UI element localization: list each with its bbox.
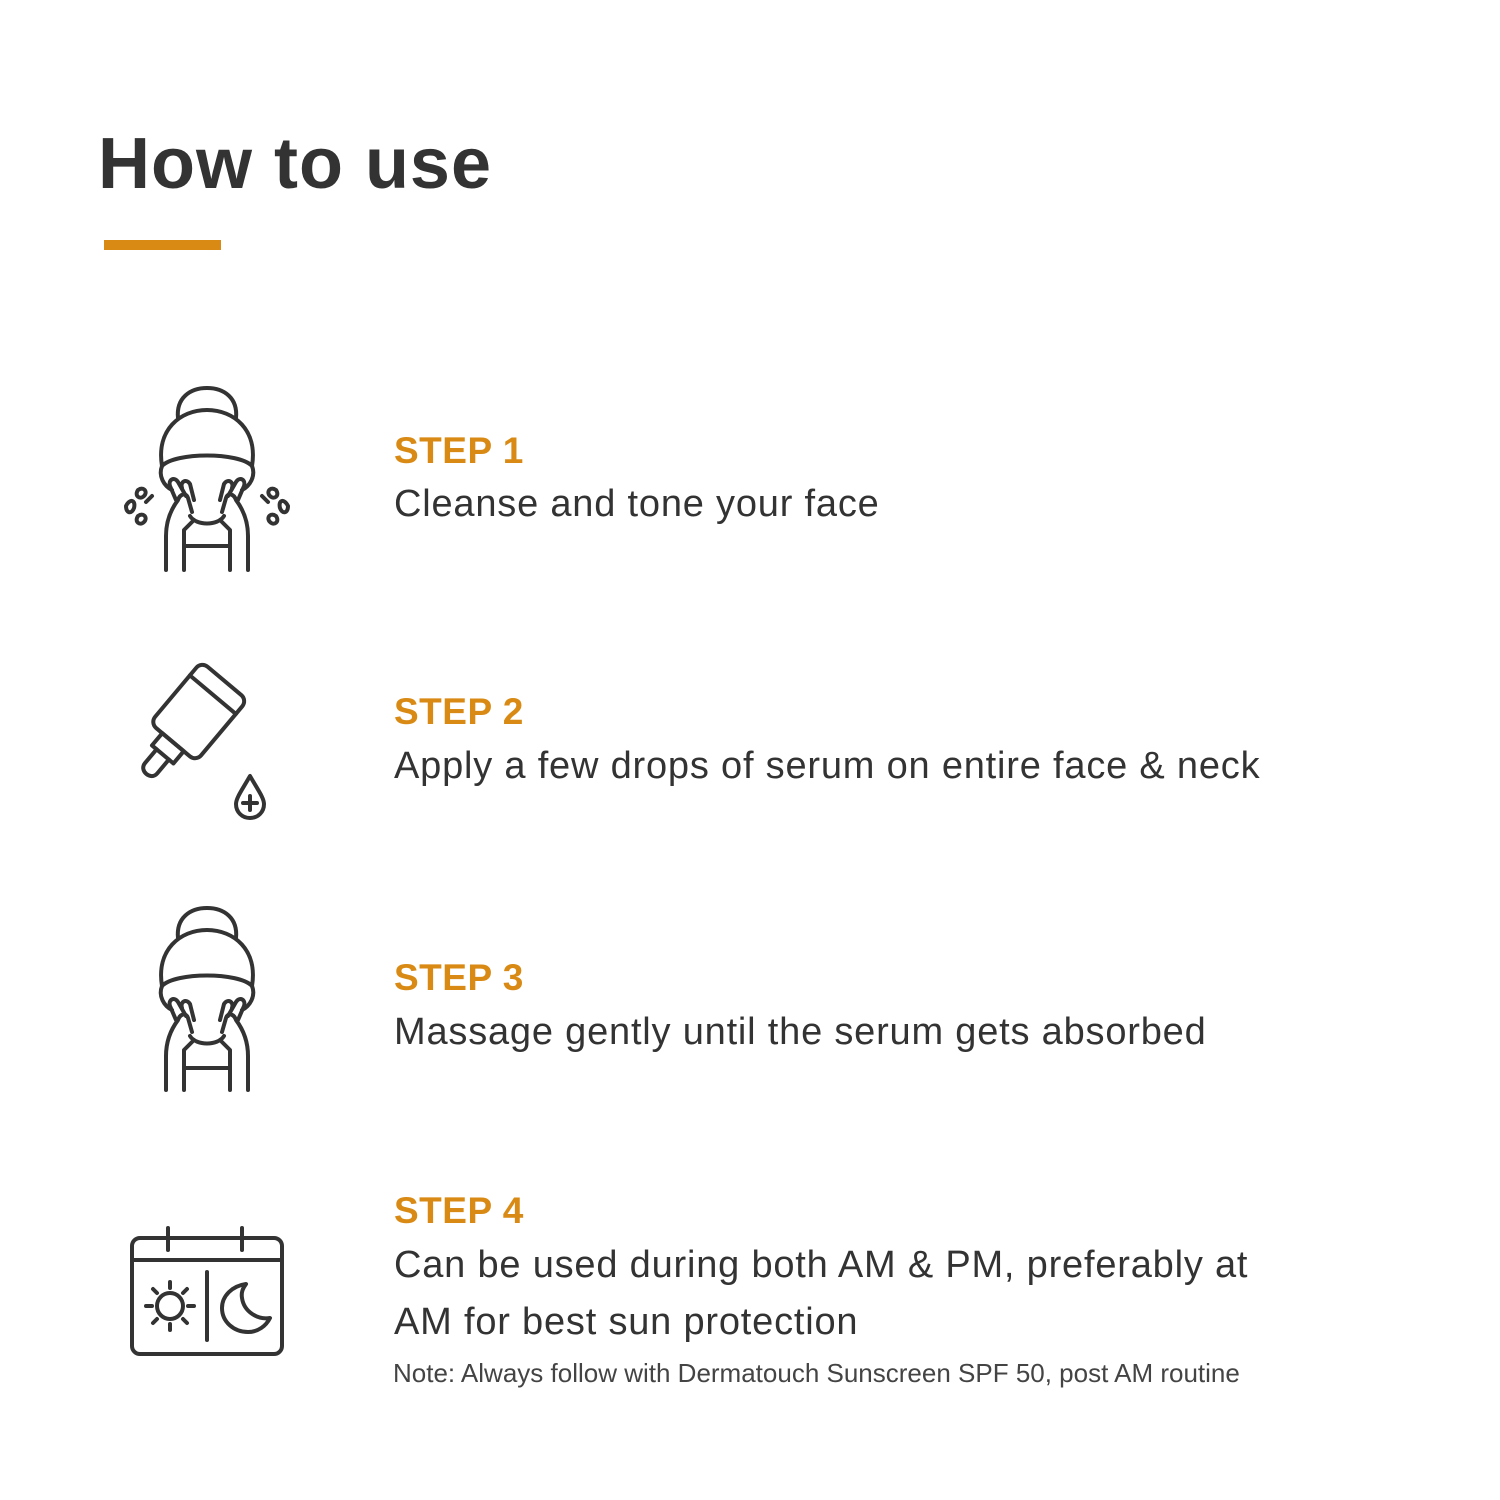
- serum-dropper-icon: [140, 656, 280, 828]
- face-massage-icon: [150, 902, 270, 1098]
- step-3-label: STEP 3: [394, 957, 524, 998]
- step-3-text: Massage gently until the serum gets absorbed: [394, 1011, 1207, 1053]
- step-2-text: Apply a few drops of serum on entire face & neck: [394, 745, 1261, 787]
- step-2-label: STEP 2: [394, 691, 524, 732]
- page-title: How to use: [98, 124, 493, 204]
- title-underline: [104, 240, 221, 250]
- step-4-label: STEP 4: [394, 1190, 524, 1231]
- step-4-text-line1: Can be used during both AM & PM, preferably at: [394, 1244, 1249, 1286]
- calendar-sun-moon-icon: [126, 1222, 292, 1362]
- step-1-label: STEP 1: [394, 430, 524, 471]
- step-4-note: Note: Always follow with Dermatouch Sunscreen SPF 50, post AM routine: [393, 1358, 1240, 1388]
- step-4-text-line2: AM for best sun protection: [394, 1301, 859, 1343]
- step-1-text: Cleanse and tone your face: [394, 483, 880, 525]
- face-wash-icon: [118, 382, 298, 578]
